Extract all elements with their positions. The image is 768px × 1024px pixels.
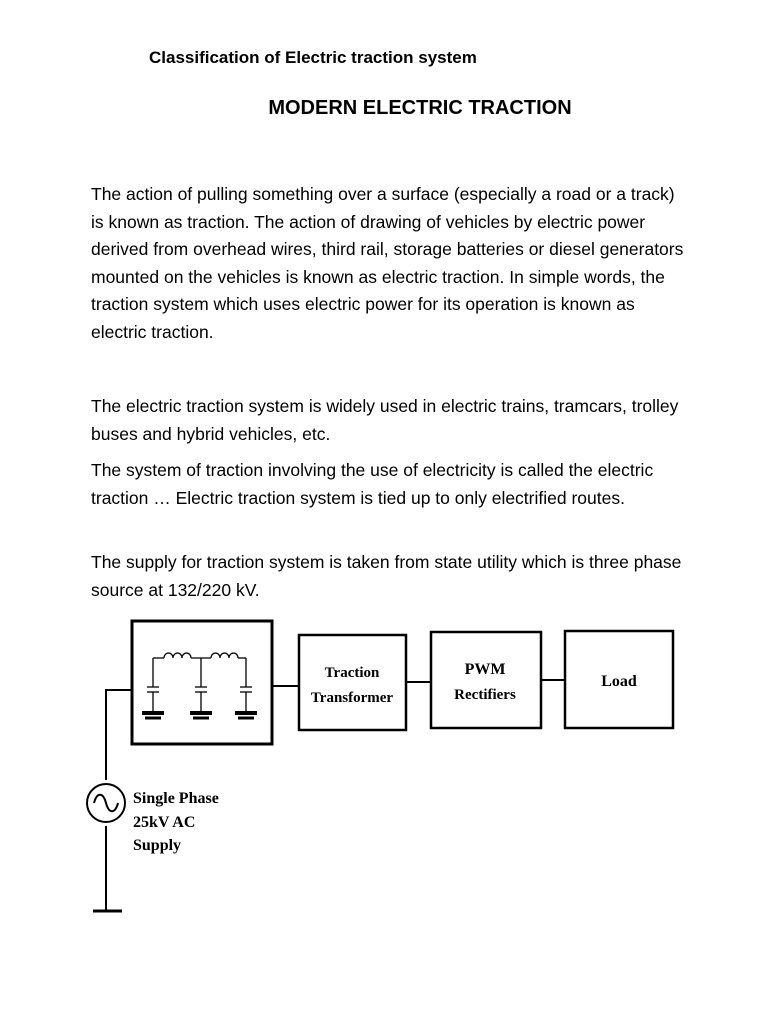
traction-transformer-box [299, 635, 406, 730]
rectifiers-label: Rectifiers [454, 687, 516, 703]
paragraph-usage: The electric traction system is widely used in electric trains, tramcars, trolley buses and hybrid vehicles, etc. [91, 396, 679, 444]
document-subtitle: Classification of Electric traction system [149, 48, 477, 67]
supply-label-1: Single Phase [133, 790, 219, 807]
paragraph-supply: The supply for traction system is taken from state utility which is three phase source at 132/220 kV. [91, 552, 682, 600]
paragraph-electrified-routes: The system of traction involving the use of electricity is called the electric traction … Electric traction system is tied up to only electrified routes. [91, 460, 654, 508]
ac-source-icon [87, 784, 125, 822]
traction-transformer-label-2: Transformer [310, 690, 394, 706]
supply-label-2: 25kV AC [133, 814, 196, 831]
pwm-rectifiers-box [431, 632, 541, 728]
filter-circuit [142, 653, 257, 718]
traction-block-diagram [0, 600, 768, 930]
supply-label-3: Supply [133, 837, 182, 854]
load-label: Load [601, 673, 637, 690]
paragraph-definition: The action of pulling something over a surface (especially a road or a track) is known as traction. The action of drawing of vehicles by electric power derived from overhead wires, third rail, storage batteries or diesel generators mounted on the vehicles is known as electric traction. In simple words, the traction system which uses electric power for its operation is known as electric traction. [91, 184, 684, 342]
document-title: MODERN ELECTRIC TRACTION [268, 97, 572, 119]
pwm-label: PWM [464, 661, 506, 678]
traction-transformer-label-1: Traction [324, 665, 380, 681]
supply-wire [106, 690, 132, 780]
